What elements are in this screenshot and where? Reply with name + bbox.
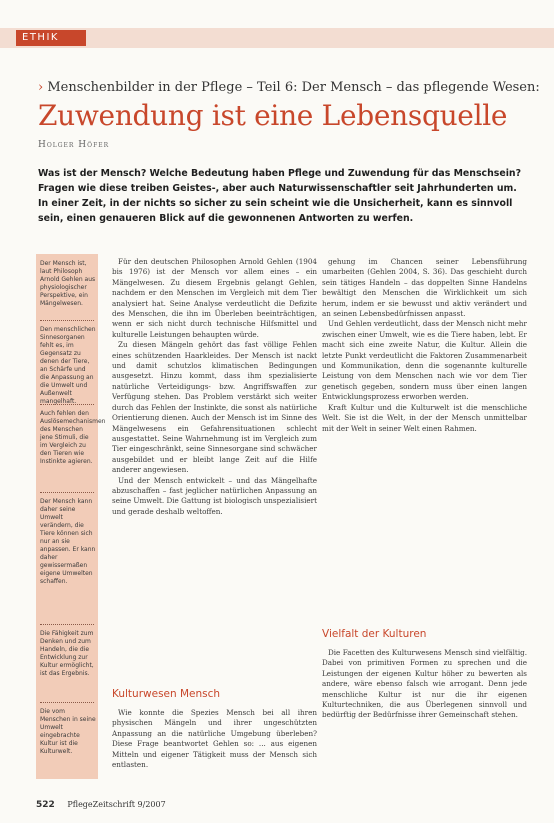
- column-1: [112, 257, 317, 685]
- page-number: 522: [36, 800, 55, 810]
- subheading-kulturwesen: Kulturwesen Mensch: [112, 688, 221, 700]
- subheading-vielfalt: Vielfalt der Kulturen: [322, 628, 427, 640]
- paragraph: Zu diesen Mängeln gehört das fast völlige Fehlen eines schützenden Haarkleides. Der Mensch ist nackt und damit schutzlos klimatischen Bedingungen ausgesetzt. Hinzu kommt, dass ihm spezialisierte natürliche Verteidigungs- bzw. Angriffswaffen zur Verfügung stehen. Das Problem verstärkt sich weiter durch das Fehlen der Instinkte, die sonst als natürliche Orientierung dienen. Auch der Mensch ist im Sinne des Mängelwesens ein Gefahrensituationen schlecht ausgestattet. Seine Wahrnehmung ist im Vergleich zum Tier eingeschränkt, seine Sinnesorgane sind schwächer ausgebildet und er bleibt lange Zeit auf die Hilfe anderer angewiesen.: [112, 340, 317, 475]
- paragraph: Für den deutschen Philosophen Arnold Gehlen (1904 bis 1976) ist der Mensch vor allem eines – ein Mängelwesen. Zu diesem Ergebnis gelangt Gehlen, nachdem er den Menschen im Vergleich mit dem Tier analysiert hat. Seine Analyse verdeutlicht die Defizite des Menschen, die ihn im Überleben beeinträchtigen, wenn er sich nicht durch technische Hilfsmittel und kulturelle Leistungen behaupten würde.: [112, 257, 317, 339]
- paragraph: Wie konnte die Spezies Mensch bei all ihren physischen Mängeln und ihrer ungeschützten Anpassung an die natürliche Umgebung überleben? Diese Frage beantwortet Gehlen so: ... aus eigenen Mitteln und eigener Tätigkeit muss der Mensch sich entlasten.: [112, 708, 317, 770]
- divider: [40, 702, 94, 703]
- column-1-continued: [112, 708, 317, 788]
- chevron-right-icon: ›: [38, 80, 44, 95]
- kicker: [38, 80, 540, 95]
- page-footer: [36, 800, 526, 810]
- divider: [40, 492, 94, 493]
- kicker-text: Menschenbilder in der Pflege – Teil 6: Der Mensch – das pflegende Wesen:: [47, 80, 540, 95]
- column-2-continued: [322, 648, 527, 788]
- side-note: Der Mensch kann daher seine Umwelt verändern, die Tiere können sich nur an sie anpassen. Er kann daher gewissermaßen eigene Umwelten schaffen.: [40, 498, 96, 585]
- paragraph: Kraft Kultur und die Kulturwelt ist die menschliche Welt. Sie ist die Welt, in der der Mensch unmittelbar mit der Welt in seiner Welt einen Rahmen.: [322, 402, 527, 433]
- side-note: Der Mensch ist, laut Philosoph Arnold Gehlen aus physiologischer Perspektive, ein Mängelwesen.: [40, 260, 96, 307]
- paragraph: Die Facetten des Kulturwesens Mensch sind vielfältig. Dabei von primitiven Formen zu sprechen und die Leistungen der eigenen Kultur höher zu bewerten als andere, wäre ebenso falsch wie arrogant. Denn jede menschliche Kultur ist nur die ihr eigenen Kulturtechniken, die aus Überlegenen sinnvoll und bedürftig der Bedürfnisse ihrer Gemeinschaft stehen.: [322, 648, 527, 720]
- publication-name: PflegeZeitschrift 9/2007: [67, 800, 166, 809]
- divider: [40, 624, 94, 625]
- side-note: Auch fehlen den Auslösemechanismen des Menschen jene Stimuli, die im Vergleich zu den Tieren wie Instinkte agieren.: [40, 410, 106, 465]
- sidebar-notes: [36, 254, 106, 779]
- divider: [40, 320, 94, 321]
- divider: [40, 404, 94, 405]
- lead-paragraph: Was ist der Mensch? Welche Bedeutung haben Pflege und Zuwendung für das Menschsein? Fragen wie diese treiben Geistes-, aber auch Naturwissenschaftler seit Jahrhunderten um. In einer Zeit, in der nichts so sicher zu sein scheint wie die Unsicherheit, kann es sinnvoll sein, einen genaueren Blick auf die gewonnenen Antworten zu werfen.: [38, 168, 522, 224]
- paragraph: gehung im Chancen seiner Lebensführung umarbeiten (Gehlen 2004, S. 36). Das geschieht durch sein tätiges Handeln – das doppelten Sinne Handelns bewältigt den Menschen die Wirklichkeit um sich herum, indem er sie bewusst und aktiv verändert und an seinen Lebensbedürfnissen anpasst.: [322, 257, 527, 319]
- column-2: [322, 257, 527, 623]
- side-note: Den menschlichen Sinnesorganen fehlt es, im Gegensatz zu denen der Tiere, an Schärfe und die Anpassung an die Umwelt und Außenwelt mangelhaft.: [40, 326, 96, 405]
- headline: Zuwendung ist eine Lebensquelle: [38, 99, 508, 132]
- author: Holger Höfer: [38, 140, 110, 150]
- side-note: Die vom Menschen in seine Umwelt eingebrachte Kultur ist die Kulturwelt.: [40, 708, 96, 755]
- section-tag: ETHIK: [16, 30, 86, 46]
- side-note: Die Fähigkeit zum Denken und zum Handeln, die die Entwicklung zur Kultur ermöglicht, ist das Ergebnis.: [40, 630, 94, 677]
- paragraph: Und der Mensch entwickelt – und das Mängelhafte abzuschaffen – fast jeglicher natürlichen Anpassung an seine Umwelt. Die Gattung ist biologisch unspezialisiert und gerade deshalb weltoffen.: [112, 475, 317, 516]
- paragraph: Und Gehlen verdeutlicht, dass der Mensch nicht mehr zwischen einer Umwelt, wie es die Tiere haben, lebt. Er macht sich eine zweite Natur, die Kultur. Allein die letzte Punkt verdeutlicht die Faktoren Zusammenarbeit und Kommunikation, denn die sogenannte kulturelle Leistung von dem Menschen nach wie vor dem Tier genetisch gegeben, sondern muss über einen langen Entwicklungsprozess erworben werden.: [322, 319, 527, 402]
